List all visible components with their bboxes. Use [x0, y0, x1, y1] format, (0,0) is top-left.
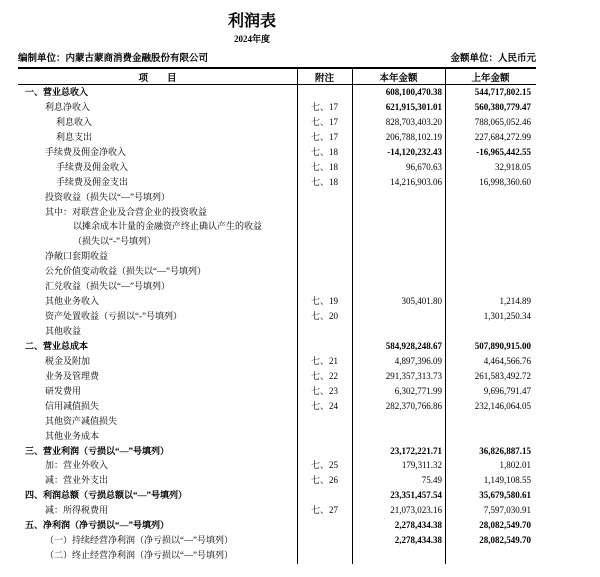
- table-row: [18, 130, 536, 145]
- row-item: 利息收入: [56, 116, 93, 127]
- row-current-amount: 608,100,470.38: [385, 87, 442, 97]
- row-note: [297, 444, 352, 459]
- row-note: 七、19: [310, 296, 338, 307]
- row-item: 资产处置收益（亏损以“-”号填列）: [45, 311, 182, 322]
- row-note: [297, 518, 352, 533]
- row-item: 其他收益: [45, 326, 82, 336]
- meta-row: [18, 53, 536, 67]
- row-item: 公允价值变动收益（损失以“—”号填列）: [45, 266, 206, 277]
- row-current-amount: 621,915,301.01: [385, 101, 442, 112]
- row-item: 其他业务收入: [45, 296, 100, 307]
- row-item: 加：营业外收入: [45, 460, 109, 471]
- row-prior-amount: [445, 414, 536, 429]
- table-row: [18, 354, 536, 369]
- row-prior-amount: -16,965,442.55: [476, 146, 531, 157]
- row-current-amount: [352, 190, 445, 205]
- row-note: [297, 249, 352, 264]
- row-note: 七、27: [310, 505, 338, 516]
- table-row: [18, 100, 536, 115]
- row-note: [297, 219, 352, 249]
- row-current-amount: 4,897,396.09: [394, 355, 442, 366]
- row-note: [297, 488, 352, 503]
- row-current-amount: [352, 264, 445, 279]
- row-prior-amount: 1,802.01: [499, 460, 531, 471]
- row-prior-amount: [445, 548, 536, 563]
- row-prior-amount: 36,826,887.15: [479, 445, 531, 456]
- row-current-amount: [352, 219, 445, 249]
- row-item: 三、营业利润（亏损以“—”号填列）: [25, 445, 170, 456]
- row-current-amount: 179,311.32: [401, 460, 442, 471]
- row-note: [297, 429, 352, 444]
- row-item: 研发费用: [45, 385, 82, 396]
- row-note: 七、17: [310, 101, 338, 112]
- row-item: 其他资产减值损失: [45, 415, 118, 426]
- row-item: 一、营业总收入: [25, 87, 89, 97]
- table-row: [18, 518, 536, 533]
- row-note: 七、17: [310, 116, 338, 127]
- row-item: 手续费及佣金收入: [56, 161, 129, 172]
- row-prior-amount: 7,597,030.91: [483, 505, 531, 516]
- table-row: [18, 548, 536, 563]
- row-current-amount: [352, 205, 445, 220]
- row-prior-amount: [445, 219, 536, 249]
- row-prior-amount: [445, 205, 536, 220]
- row-note: 七、18: [310, 146, 338, 157]
- row-item: 税金及附加: [45, 355, 91, 366]
- row-item: 利息净收入: [45, 101, 91, 112]
- row-prior-amount: 28,082,549.70: [479, 520, 531, 531]
- table-row: [18, 115, 536, 130]
- row-current-amount: 584,928,248.67: [385, 340, 442, 351]
- row-note: 七、18: [310, 176, 338, 187]
- row-current-amount: [352, 429, 445, 444]
- row-note: 七、21: [310, 355, 338, 366]
- row-current-amount: 75.49: [421, 475, 442, 486]
- row-current-amount: 206,788,102.19: [385, 131, 442, 142]
- row-item: （二）终止经营净利润（净亏损以“—”号填列）: [45, 550, 233, 561]
- row-note: 七、23: [310, 385, 338, 396]
- table-row: [18, 324, 536, 339]
- row-note: 七、26: [310, 475, 338, 486]
- row-current-amount: 291,357,313.73: [385, 370, 442, 381]
- report-period: 2024年度: [233, 34, 270, 44]
- table-row: [18, 249, 536, 264]
- table-header-row: [18, 69, 536, 85]
- table-row: [18, 533, 536, 548]
- row-item: 手续费及佣金净收入: [45, 146, 127, 157]
- row-prior-amount: 507,890,915.00: [474, 340, 531, 351]
- row-prior-amount: 227,684,272.99: [474, 131, 531, 142]
- column-divider: [445, 69, 446, 564]
- table-body: [18, 85, 536, 563]
- row-item: 五、净利润（净亏损以“—”号填列）: [25, 520, 170, 531]
- table-row: [18, 219, 536, 249]
- table-row: [18, 175, 536, 190]
- row-note: 七、25: [310, 460, 338, 471]
- table-row: [18, 369, 536, 384]
- row-item: 业务及管理费: [45, 370, 100, 381]
- row-note: [297, 533, 352, 548]
- table-row: [18, 85, 536, 100]
- row-prior-amount: [445, 190, 536, 205]
- header-current-year: 本年金额: [379, 73, 418, 84]
- row-note: 七、20: [310, 311, 338, 322]
- table-row: [18, 339, 536, 354]
- row-item: 二、营业总成本: [25, 340, 89, 351]
- row-note: [297, 324, 352, 339]
- row-current-amount: [352, 414, 445, 429]
- prepared-by-label: 编制单位：内蒙古蒙商消费金融股份有限公司: [18, 54, 209, 64]
- row-note: [297, 339, 352, 354]
- row-item: 减：所得税费用: [45, 505, 109, 516]
- row-current-amount: 14,216,903.06: [390, 176, 442, 187]
- row-current-amount: [352, 324, 445, 339]
- row-prior-amount: [445, 429, 536, 444]
- column-divider: [352, 69, 353, 564]
- row-item: 净敞口套期收益: [45, 251, 109, 262]
- row-current-amount: 23,172,221.71: [390, 445, 442, 456]
- row-prior-amount: 560,380,779.47: [474, 101, 531, 112]
- document-header: [0, 13, 504, 45]
- page-title: 利润表: [227, 13, 276, 30]
- table-row: [18, 458, 536, 473]
- income-statement-table: [18, 67, 536, 563]
- row-item: 以摊余成本计量的金融资产终止确认产生的收益 （损失以“-”号填列）: [73, 221, 263, 247]
- row-prior-amount: 35,679,580.61: [479, 490, 531, 501]
- row-note: [297, 85, 352, 100]
- row-current-amount: 23,351,457.54: [390, 490, 442, 501]
- currency-unit-label: 金额单位：人民币元: [450, 54, 536, 64]
- table-row: [18, 503, 536, 518]
- row-note: [297, 548, 352, 563]
- row-prior-amount: 9,696,791.47: [483, 385, 531, 396]
- table-row: [18, 264, 536, 279]
- row-prior-amount: 32,918.05: [495, 161, 531, 172]
- row-prior-amount: 788,065,052.46: [474, 116, 531, 127]
- row-prior-amount: 1,301,250.34: [483, 311, 531, 322]
- row-item: 减：营业外支出: [45, 475, 109, 486]
- table-row: [18, 473, 536, 488]
- row-note: [297, 190, 352, 205]
- row-item: 利息支出: [56, 131, 93, 142]
- row-current-amount: [352, 548, 445, 563]
- row-prior-amount: 4,464,566.76: [483, 355, 531, 366]
- row-current-amount: 305,401.80: [401, 296, 442, 307]
- row-note: [297, 205, 352, 220]
- table-row: [18, 429, 536, 444]
- row-prior-amount: 16,998,360.60: [479, 176, 531, 187]
- row-item: 其他业务成本: [45, 430, 100, 441]
- row-current-amount: 282,370,766.86: [385, 400, 442, 411]
- table-row: [18, 279, 536, 294]
- row-prior-amount: [445, 279, 536, 294]
- row-item: 手续费及佣金支出: [56, 176, 129, 187]
- row-note: [297, 279, 352, 294]
- row-current-amount: 828,703,403.20: [385, 116, 442, 127]
- row-item: 汇兑收益（损失以“—”号填列）: [45, 281, 170, 292]
- row-prior-amount: 1,214.89: [499, 296, 531, 307]
- row-prior-amount: [445, 264, 536, 279]
- row-item: 信用减值损失: [45, 400, 100, 411]
- row-current-amount: [352, 249, 445, 264]
- row-item: 投资收益（损失以“—”号填列）: [45, 191, 170, 202]
- table-row: [18, 399, 536, 414]
- table-row: [18, 488, 536, 503]
- column-divider: [297, 69, 298, 564]
- row-prior-amount: 28,082,549.70: [479, 535, 531, 546]
- row-prior-amount: 1,149,108.55: [483, 475, 531, 486]
- row-note: 七、18: [310, 161, 338, 172]
- header-prior-year: 上年金额: [471, 73, 510, 84]
- row-item: 其中：对联营企业及合营企业的投资收益: [45, 206, 208, 217]
- row-current-amount: 2,278,434.38: [394, 535, 442, 546]
- row-item: （一）持续经营净利润（净亏损以“—”号填列）: [45, 535, 233, 546]
- row-note: 七、22: [310, 370, 338, 381]
- header-note: 附注: [314, 73, 334, 84]
- row-note: [297, 264, 352, 279]
- table-row: [18, 414, 536, 429]
- row-prior-amount: 544,717,802.15: [474, 87, 531, 97]
- row-prior-amount: 232,146,064.05: [474, 400, 531, 411]
- row-prior-amount: [445, 324, 536, 339]
- row-note: 七、17: [310, 131, 338, 142]
- row-item: 四、利润总额（亏损总额以“—”号填列）: [25, 490, 188, 501]
- row-current-amount: [352, 279, 445, 294]
- row-prior-amount: [445, 249, 536, 264]
- table-row: [18, 309, 536, 324]
- row-prior-amount: 261,583,492.72: [474, 370, 531, 381]
- table-row: [18, 384, 536, 399]
- table-row: [18, 444, 536, 459]
- row-note: [297, 414, 352, 429]
- row-current-amount: [352, 309, 445, 324]
- table-row: [18, 160, 536, 175]
- row-current-amount: 96,670.63: [406, 161, 442, 172]
- row-current-amount: 6,302,771.99: [394, 385, 442, 396]
- row-current-amount: -14,120,232.43: [387, 146, 442, 157]
- table-row: [18, 190, 536, 205]
- row-current-amount: 21,073,023.16: [390, 505, 442, 516]
- table-row: [18, 145, 536, 160]
- row-note: 七、24: [310, 400, 338, 411]
- header-item: 项 目: [138, 73, 177, 84]
- row-current-amount: 2,278,434.38: [394, 520, 442, 531]
- table-row: [18, 205, 536, 220]
- table-row: [18, 294, 536, 309]
